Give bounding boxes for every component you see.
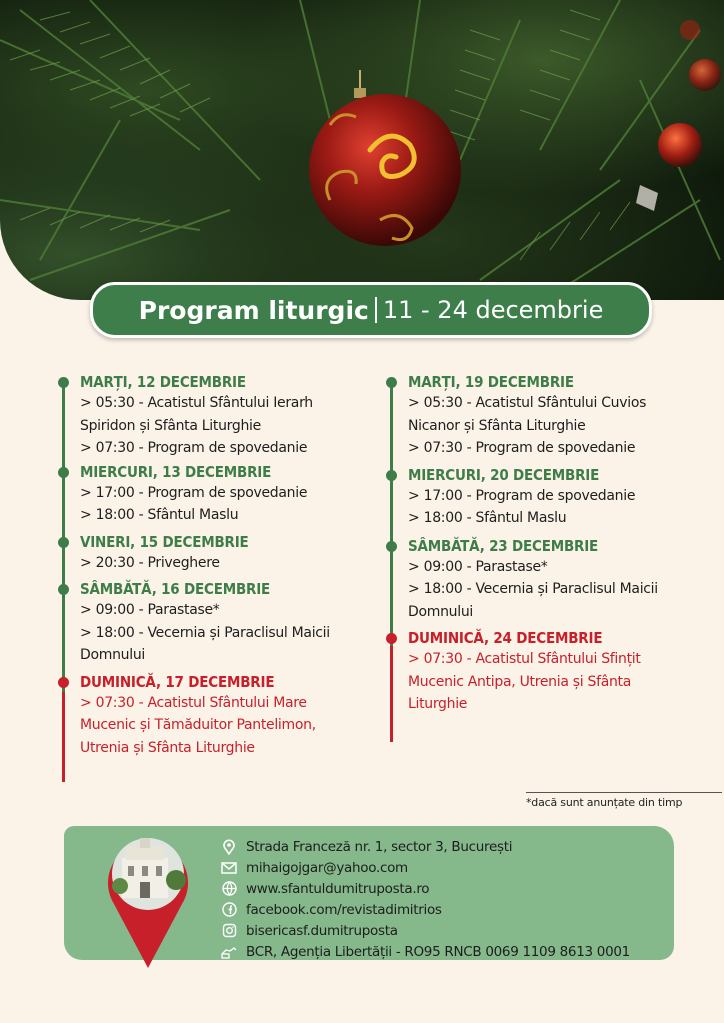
timeline-dot xyxy=(386,377,397,388)
day-title: DUMINICĂ, 24 DECEMBRIE xyxy=(408,629,603,647)
timeline-dot xyxy=(58,677,69,688)
timeline-dot xyxy=(386,470,397,481)
schedule-column-right xyxy=(386,372,696,716)
event-line: Spiridon și Sfânta Liturghie xyxy=(80,417,261,434)
day-title: MARȚI, 19 DECEMBRIE xyxy=(408,373,574,391)
day-entry xyxy=(386,628,696,716)
title-banner xyxy=(90,282,652,338)
date-range: 11 - 24 decembrie xyxy=(382,296,604,324)
event-line: Mucenic Antipa, Utrenia și Sfânta xyxy=(408,673,632,690)
footnote: *dacă sunt anunțate din timp xyxy=(526,796,683,809)
timeline-dot xyxy=(58,537,69,548)
email-text[interactable]: mihaigojgar@yahoo.com xyxy=(246,859,408,876)
event-line: > 07:30 - Program de spovedanie xyxy=(80,440,308,456)
day-title: MIERCURI, 13 DECEMBRIE xyxy=(80,462,272,481)
event-line: Mucenic și Tămăduitor Pantelimon, xyxy=(80,717,316,733)
hero-image xyxy=(0,0,724,300)
church-location-pin xyxy=(100,822,196,972)
day-title: SÂMBĂTĂ, 16 DECEMBRIE xyxy=(80,580,271,598)
day-entry xyxy=(58,532,358,575)
page-title: Program liturgic xyxy=(138,295,369,325)
day-title: SÂMBĂTĂ, 23 DECEMBRIE xyxy=(408,536,599,555)
event-line: > 09:00 - Parastase* xyxy=(408,558,548,575)
event-line: > 18:00 - Vecernia și Paraclisul Maicii xyxy=(408,581,658,597)
globe-icon xyxy=(220,880,238,898)
christmas-tree-photo xyxy=(0,0,724,300)
day-entry xyxy=(58,462,358,527)
event-line: Liturghie xyxy=(408,696,468,712)
timeline-dot xyxy=(386,541,397,552)
event-line: Domnului xyxy=(408,603,473,620)
day-entry xyxy=(58,672,358,760)
day-title: MARȚI, 12 DECEMBRIE xyxy=(80,373,246,391)
event-line: > 07:30 - Acatistul Sfântului Mare xyxy=(80,694,307,711)
event-line: > 20:30 - Priveghere xyxy=(80,554,220,571)
bank-text: BCR, Agenția Libertății - RO95 RNCB 0069 1109 8613 0001 xyxy=(246,943,630,960)
day-entry xyxy=(58,372,358,460)
website-text[interactable]: www.sfantuldumitruposta.ro xyxy=(246,880,430,897)
event-line: > 09:00 - Parastase* xyxy=(80,602,220,618)
timeline-dot xyxy=(58,467,69,478)
location-icon xyxy=(220,838,238,856)
instagram-icon xyxy=(220,922,238,940)
event-line: > 07:30 - Acatistul Sfântului Sfințit xyxy=(408,651,641,667)
timeline-dot xyxy=(386,633,397,644)
event-line: > 05:30 - Acatistul Sfântului Cuvios xyxy=(408,395,647,411)
contact-bank xyxy=(220,941,630,962)
event-line: > 17:00 - Program de spovedanie xyxy=(408,487,636,504)
event-line: > 07:30 - Program de spovedanie xyxy=(408,440,636,456)
day-title: VINERI, 15 DECEMBRIE xyxy=(80,532,249,551)
address-text: Strada Franceză nr. 1, sector 3, București xyxy=(246,838,513,855)
day-title: MIERCURI, 20 DECEMBRIE xyxy=(408,465,600,484)
event-line: > 18:00 - Sfântul Maslu xyxy=(80,507,239,523)
email-icon xyxy=(220,859,238,877)
timeline-dot xyxy=(58,584,69,595)
title-divider xyxy=(375,297,377,323)
contact-list xyxy=(220,836,630,962)
event-line: > 18:00 - Sfântul Maslu xyxy=(408,510,567,526)
event-line: > 17:00 - Program de spovedanie xyxy=(80,484,308,501)
day-entry xyxy=(58,579,358,667)
bank-icon xyxy=(220,943,238,961)
contact-email[interactable] xyxy=(220,857,630,878)
schedule-column-left xyxy=(58,372,358,759)
facebook-text[interactable]: facebook.com/revistadimitrios xyxy=(246,901,442,918)
instagram-text[interactable]: bisericasf.dumitruposta xyxy=(246,922,398,939)
event-line: > 18:00 - Vecernia și Paraclisul Maicii xyxy=(80,624,330,641)
event-line: Nicanor și Sfânta Liturghie xyxy=(408,417,586,434)
day-entry xyxy=(386,536,696,624)
footnote-divider xyxy=(526,792,722,793)
event-line: Domnului xyxy=(80,647,145,663)
contact-address xyxy=(220,836,630,857)
event-line: Utrenia și Sfânta Liturghie xyxy=(80,739,255,756)
contact-instagram[interactable] xyxy=(220,920,630,941)
day-entry xyxy=(386,465,696,530)
day-entry xyxy=(386,372,696,460)
facebook-icon xyxy=(220,901,238,919)
event-line: > 05:30 - Acatistul Sfântului Ierarh xyxy=(80,395,313,411)
contact-facebook[interactable] xyxy=(220,899,630,920)
timeline-dot xyxy=(58,377,69,388)
day-title: DUMINICĂ, 17 DECEMBRIE xyxy=(80,672,275,691)
contact-website[interactable] xyxy=(220,878,630,899)
